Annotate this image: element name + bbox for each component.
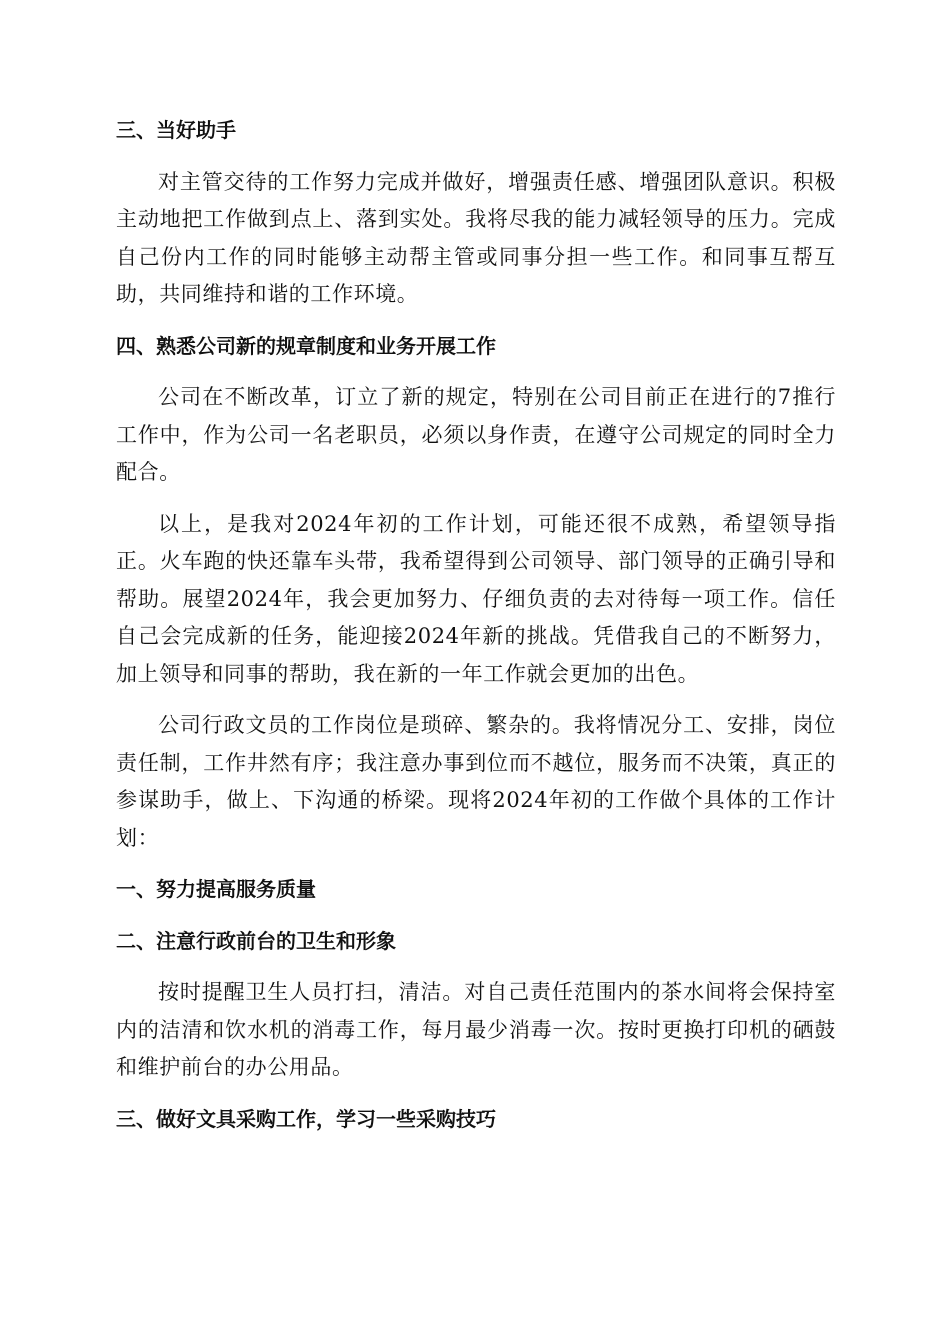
section-heading-assistant: 三、当好助手 bbox=[116, 118, 236, 142]
section-heading-service-quality: 一、努力提高服务质量 bbox=[116, 877, 316, 901]
section-heading-procurement: 三、做好文具采购工作，学习一些采购技巧 bbox=[116, 1106, 496, 1131]
section-heading-hygiene: 二、注意行政前台的卫生和形象 bbox=[116, 928, 396, 953]
paragraph-regulations: 公司在不断改革，订立了新的规定，特别在公司目前正在进行的7推行工作中，作为公司一名老职员，必须以身作责，在遵守公司规定的同时全力配合。 bbox=[116, 385, 836, 484]
document-page bbox=[116, 112, 836, 1138]
paragraph-hygiene: 按时提醒卫生人员打扫，清洁。对自己责任范围内的茶水间将会保持室内的洁清和饮水机的消毒工作，每月最少消毒一次。按时更换打印机的硒鼓和维护前台的办公用品。 bbox=[116, 980, 836, 1079]
paragraph-summary: 以上，是我对2024年初的工作计划，可能还很不成熟，希望领导指正。火车跑的快还靠车头带，我希望得到公司领导、部门领导的正确引导和帮助。展望2024年，我会更加努力、仔细负责的去对待每一项工作。信任自己会完成新的任务，能迎接2024年新的挑战。凭借我自己的不断努力，加上领导和同事的帮助，我在新的一年工作就会更加的出色。 bbox=[116, 511, 836, 686]
paragraph-assistant: 对主管交待的工作努力完成并做好，增强责任感、增强团队意识。积极主动地把工作做到点上、落到实处。我将尽我的能力减轻领导的压力。完成自己份内工作的同时能够主动帮主管或同事分担一些工作。和同事互帮互助，共同维持和谐的工作环境。 bbox=[116, 169, 836, 306]
paragraph-intro-plan: 公司行政文员的工作岗位是琐碎、繁杂的。我将情况分工、安排，岗位责任制，工作井然有序；我注意办事到位而不越位，服务而不决策，真正的参谋助手，做上、下沟通的桥梁。现将2024年初的工作做个具体的工作计划： bbox=[116, 713, 836, 850]
section-heading-regulations: 四、熟悉公司新的规章制度和业务开展工作 bbox=[116, 333, 496, 358]
